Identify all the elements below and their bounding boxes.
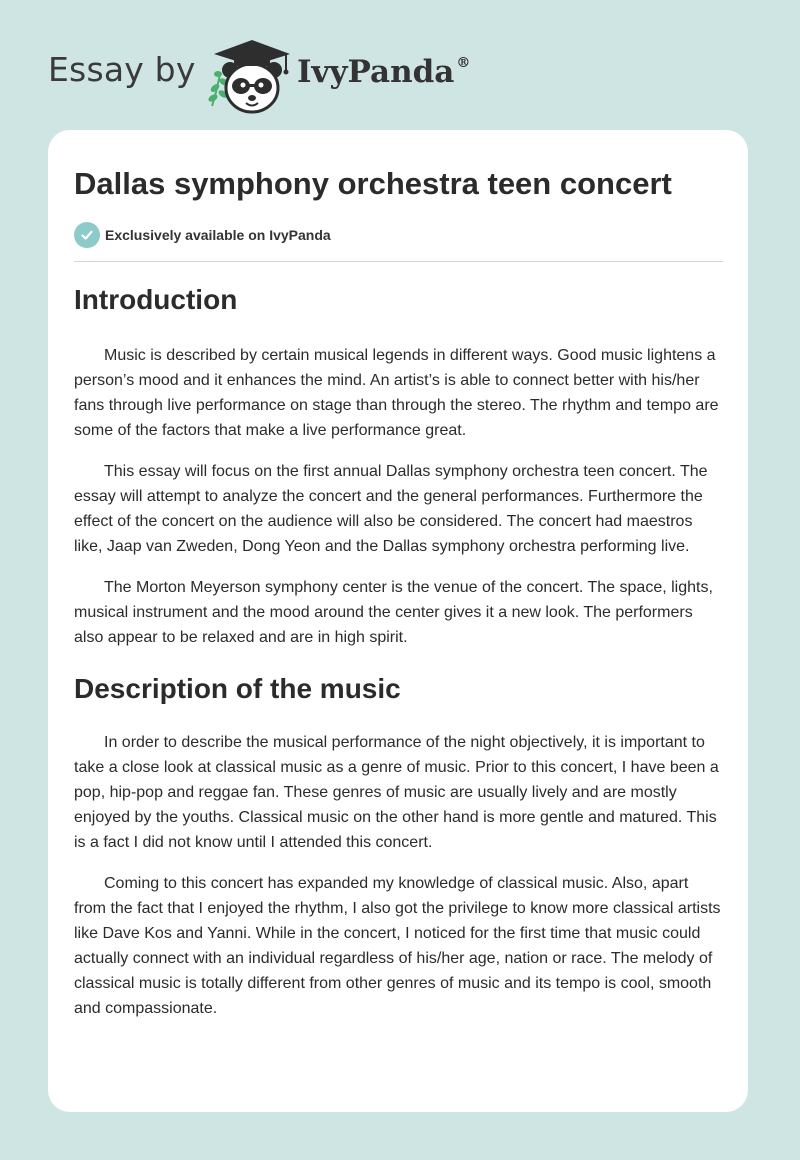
badge-label: Exclusively available on IvyPanda [105,227,331,243]
page-title: Dallas symphony orchestra teen concert [74,166,672,201]
essay-body [74,283,723,1037]
divider [74,261,723,262]
section-heading-description: Description of the music [74,673,401,704]
essay-by-label: Essay by [48,50,196,89]
paragraph: Coming to this concert has expanded my knowledge of classical music. Also, apart from the fact that I enjoyed the rhythm, I also got the privilege to know more classical artists like Dave Kos and Yanni. While in the concert, I noticed for the first time that music could actually connect with an individual regardless of his/her age, nation or race. The melody of classical music is totally different from other genres of music and its tempo is cool, smooth and compassionate. [74,875,721,1017]
paragraph: Music is described by certain musical legends in different ways. Good music lightens a person’s mood and it enhances the mind. An artist’s is able to connect better with his/her fans through live performance on stage than through the stereo. The rhythm and tempo are some of the factors that make a live performance great. [74,347,719,439]
paragraph: The Morton Meyerson symphony center is the venue of the concert. The space, lights, musical instrument and the mood around the center gives it a new look. The performers also appear to be relaxed and are in high spirit. [74,579,713,646]
section-heading-introduction: Introduction [74,284,238,315]
paragraph: This essay will focus on the first annual Dallas symphony orchestra teen concert. The essay will attempt to analyze the concert and the general performances. Furthermore the effect of the concert on the audience will also be considered. The concert had maestros like, Jaap van Zweden, Dong Yeon and the Dallas symphony orchestra performing live. [74,463,708,555]
paragraph: In order to describe the musical performance of the night objectively, it is important to take a close look at classical music as a genre of music. Prior to this concert, I have been a pop, hip-pop and reggae fan. These genres of music are usually lively and are mostly enjoyed by the youths. Classical music on the other hand is more gentle and matured. This is a fact I did not know until I attended this concert. [74,734,719,851]
exclusive-badge [74,222,331,248]
registered-mark: ® [456,54,471,71]
panda-graduate-icon [202,36,294,116]
check-circle-icon [74,222,100,248]
essay-card [48,130,748,1112]
brand-name[interactable] [297,54,470,90]
site-header [48,30,508,120]
brand-label: IvyPanda [297,54,455,90]
